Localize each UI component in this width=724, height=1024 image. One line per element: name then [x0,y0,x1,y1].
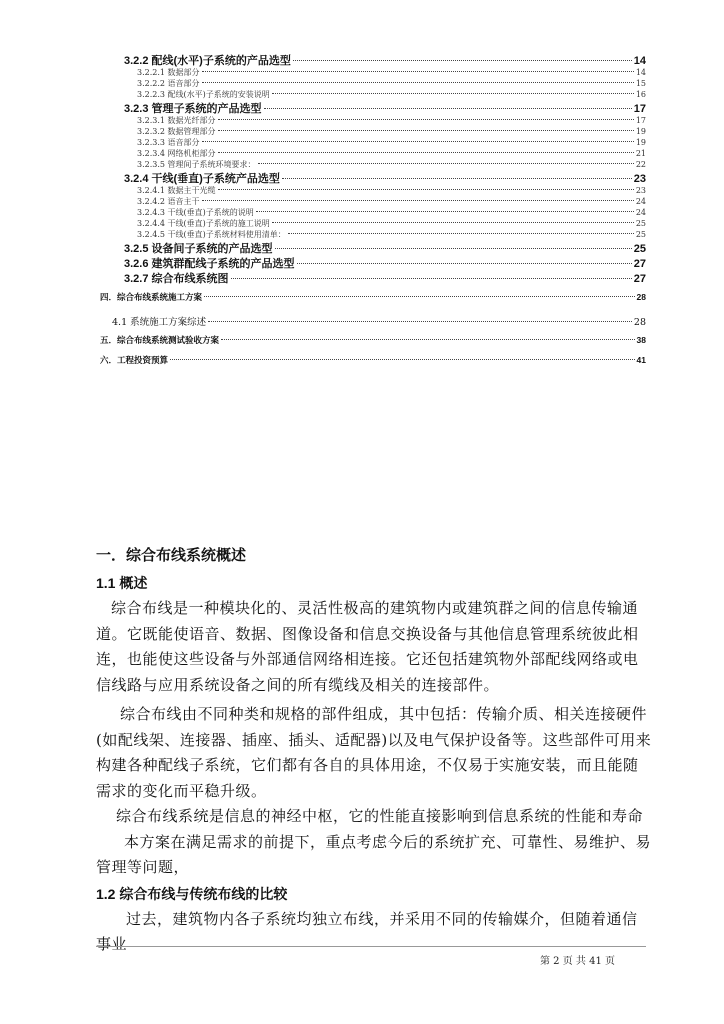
toc-entry-page: 17 [633,103,646,115]
toc-entry[interactable] [100,159,646,170]
toc-entry-title: 3.2.2.2 语音部分 [137,79,200,88]
toc-leader [218,119,634,120]
paragraph: 综合布线系统是信息的神经中枢，它的性能直接影响到信息系统的性能和寿命 [116,807,644,825]
toc-leader [204,296,635,297]
toc-entry-title: 3.2.3.1 数据光纤部分 [137,116,216,125]
paragraph: 综合布线由不同种类和规格的部件组成，其中包括：传输介质、相关连接硬件(如配线架、连接器、插座、插头、适配器)以及电气保护设备等。这些部件可用来构建各种配线子系统，它们都有各自的具体用途，不仅易于实施安装，而且能随需求的变化而平稳升级。 [96,705,652,800]
toc-entry-page: 28 [636,292,646,302]
toc-leader [264,108,632,109]
toc-entry-title: 六．工程投资预算 [100,355,169,365]
toc-entry-title: 3.2.4.2 语音主干 [137,197,200,206]
toc-entry-page: 16 [635,90,646,99]
toc-leader [256,211,634,212]
toc-entry-title: 3.2.3 管理子系统的产品选型 [124,103,262,115]
paragraph: 过去，建筑物内各子系统均独立布线，并采用不同的传输媒介，但随着通信事业 [96,909,638,953]
toc-entry-page: 17 [635,116,646,125]
body-content [96,542,652,958]
toc-entry-title: 3.2.4 干线(垂直)子系统产品选型 [124,173,280,185]
toc-leader [272,222,634,223]
toc-entry[interactable] [100,255,646,270]
toc-entry-page: 27 [633,273,646,285]
toc-entry[interactable] [100,314,646,334]
toc-entry-title: 3.2.2.3 配线(水平)子系统的安装说明 [137,90,270,99]
toc-entry-title: 3.2.4.4 干线(垂直)子系统的施工说明 [137,219,270,228]
toc-leader [202,200,634,201]
toc-leader [202,71,634,72]
toc-entry-page: 22 [635,160,646,169]
toc-entry-page: 25 [633,243,646,255]
table-of-contents [100,52,646,374]
toc-leader [170,359,635,360]
toc-entry-page: 19 [635,138,646,147]
page-number: 第 2 页 共 41 页 [540,956,615,967]
toc-leader [297,263,632,264]
subsection-heading: 1.2 综合布线与传统布线的比较 [96,885,288,902]
toc-entry[interactable] [100,229,646,240]
footer-divider [96,946,646,947]
toc-entry[interactable] [100,67,646,78]
toc-entry-title: 3.2.5 设备间子系统的产品选型 [124,243,273,255]
toc-entry-title: 3.2.7 综合布线系统图 [124,273,229,285]
toc-entry-page: 27 [633,258,646,270]
toc-entry-title: 3.2.3.5 管理间子系统环境要求： [137,160,256,169]
paragraph: 综合布线是一种模块化的、灵活性极高的建筑物内或建筑群之间的信息传输通道。它既能使语音、数据、图像设备和信息交换设备与其他信息管理系统彼此相连，也能使这些设备与外部通信网络相连接。它还包括建筑物外部配线网络或电信线路与应用系统设备之间的所有缆线及相关的连接部件。 [96,599,639,694]
toc-entry[interactable] [100,218,646,229]
toc-entry-title: 3.2.3.2 数据管理部分 [137,127,216,136]
toc-entry-page: 28 [633,317,646,328]
toc-entry[interactable] [100,207,646,218]
toc-entry-title: 3.2.4.1 数据主干光缆 [137,186,216,195]
toc-entry[interactable] [100,89,646,100]
toc-leader [231,278,632,279]
toc-entry[interactable] [100,148,646,159]
paragraph: 本方案在满足需求的前提下，重点考虑今后的系统扩充、可靠性、易维护、易管理等问题， [96,832,652,876]
toc-entry-title: 3.2.4.3 干线(垂直)子系统的说明 [137,208,254,217]
toc-leader [282,178,632,179]
toc-entry-page: 19 [635,127,646,136]
toc-entry-page: 25 [635,230,646,239]
toc-leader [258,163,634,164]
toc-entry[interactable] [100,78,646,89]
subsection-heading: 1.1 概述 [96,575,148,591]
toc-entry-title: 4.1 系统施工方案综述 [112,317,207,328]
toc-entry-page: 24 [635,197,646,206]
toc-entry-page: 14 [635,68,646,77]
toc-entry-title: 3.2.2 配线(水平)子系统的产品选型 [124,55,291,67]
toc-entry[interactable] [100,196,646,207]
toc-entry[interactable] [100,52,646,67]
toc-entry-title: 五．综合布线系统测试验收方案 [100,335,220,345]
toc-leader [202,141,634,142]
toc-entry-title: 四．综合布线系统施工方案 [100,292,203,302]
toc-entry[interactable] [100,240,646,255]
toc-entry[interactable] [100,354,646,374]
toc-entry-page: 23 [633,173,646,185]
toc-leader [293,60,632,61]
toc-entry-page: 41 [636,355,646,365]
toc-entry[interactable] [100,115,646,126]
toc-entry-title: 3.2.3.3 语音部分 [137,138,200,147]
toc-leader [218,130,634,131]
toc-entry-page: 38 [636,335,646,345]
toc-entry[interactable] [100,126,646,137]
toc-entry-page: 21 [635,149,646,158]
toc-entry-page: 23 [635,186,646,195]
toc-entry-page: 15 [635,79,646,88]
toc-entry-title: 3.2.2.1 数据部分 [137,68,200,77]
toc-leader [208,321,632,322]
section-heading: 一．综合布线系统概述 [96,547,247,564]
toc-leader [272,93,634,94]
toc-entry[interactable] [100,137,646,148]
toc-entry[interactable] [100,291,646,310]
toc-entry[interactable] [100,270,646,285]
toc-leader [202,82,634,83]
toc-leader [218,189,634,190]
toc-leader [218,152,634,153]
toc-entry-page: 25 [635,219,646,228]
toc-entry-title: 3.2.3.4 网络机柜部分 [137,149,216,158]
toc-entry[interactable] [100,185,646,196]
toc-entry[interactable] [100,170,646,185]
toc-leader [288,233,634,234]
toc-entry-title: 3.2.6 建筑群配线子系统的产品选型 [124,258,295,270]
toc-entry-title: 3.2.4.5 干线(垂直)子系统材料使用清单： [137,230,286,239]
toc-entry[interactable] [100,334,646,354]
toc-entry-page: 14 [633,55,646,67]
toc-entry-page: 24 [635,208,646,217]
toc-entry[interactable] [100,100,646,115]
toc-leader [275,248,632,249]
toc-leader [221,339,635,340]
